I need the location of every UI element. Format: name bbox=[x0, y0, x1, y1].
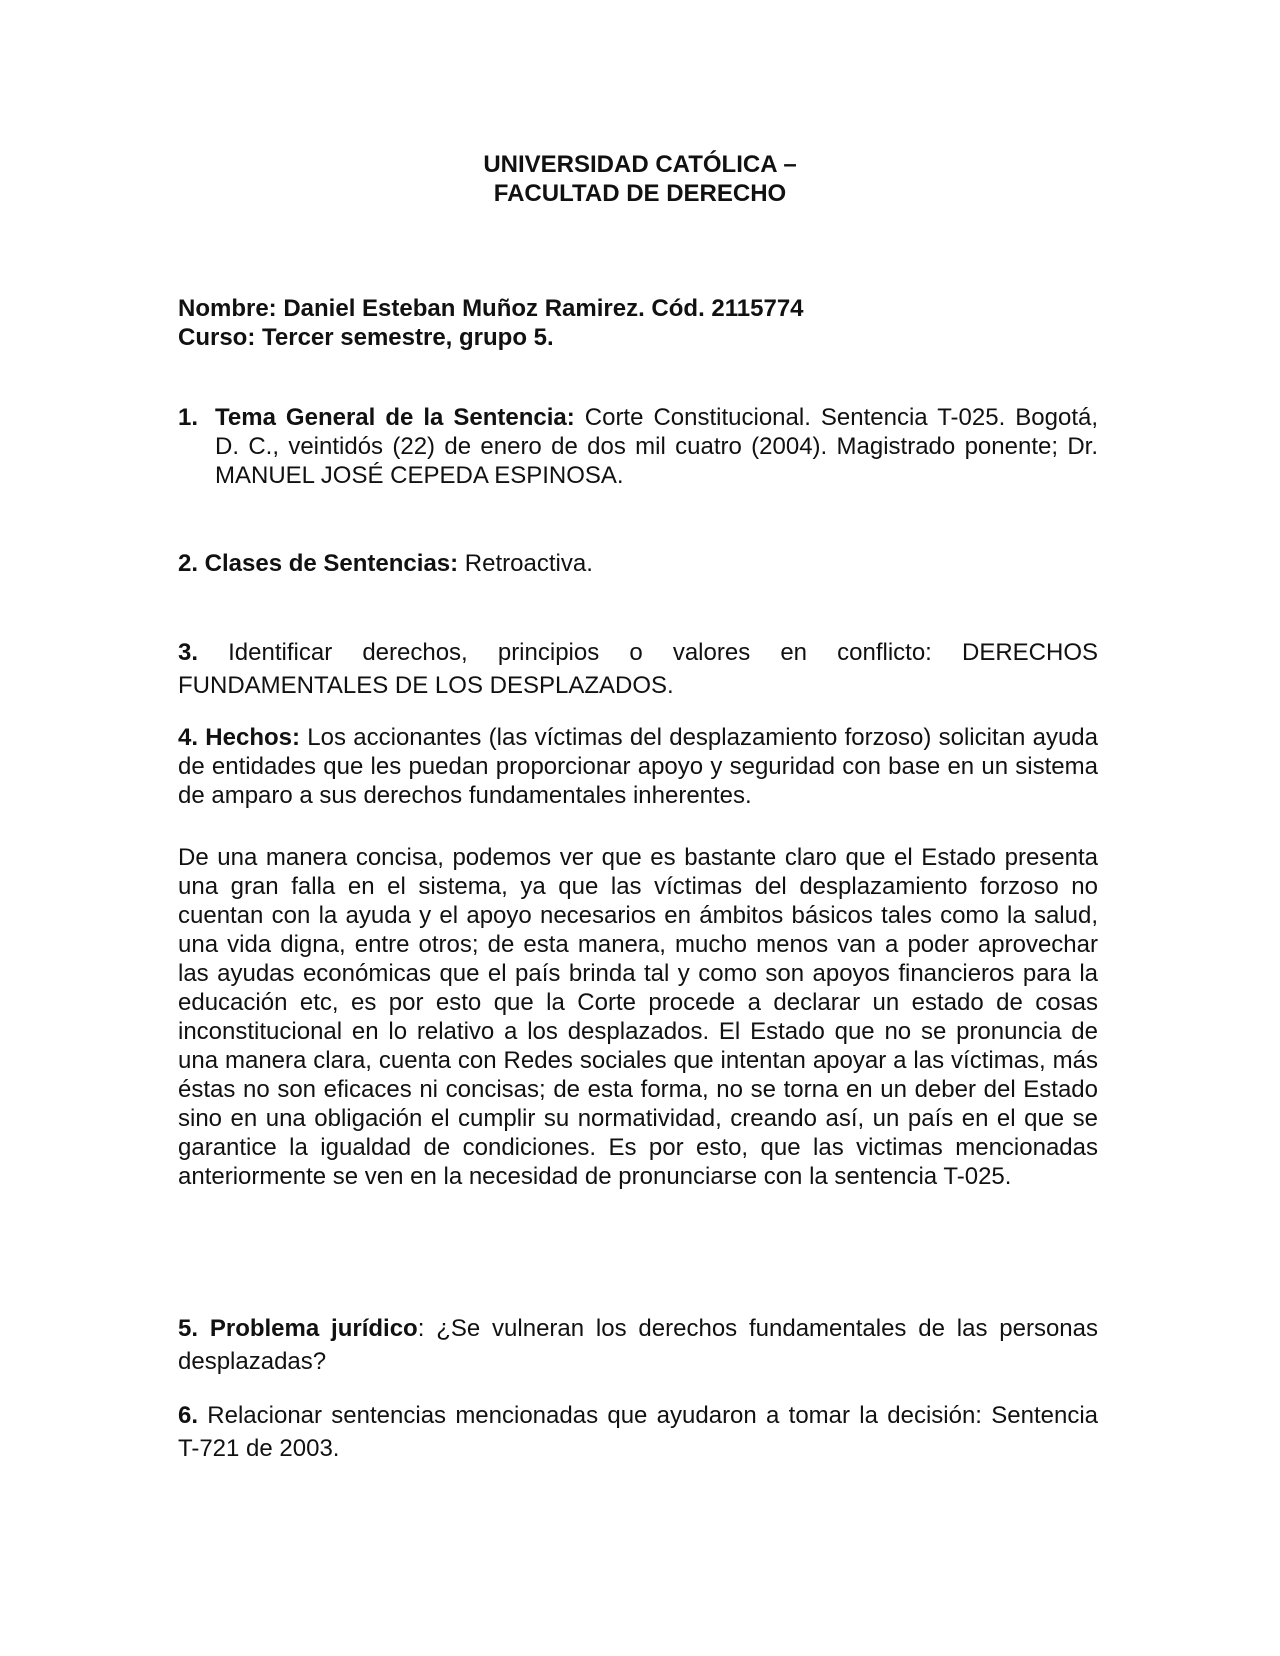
section-2-text: Retroactiva. bbox=[458, 550, 593, 577]
section-3-rights bbox=[178, 636, 1098, 702]
analysis-paragraph: De una manera concisa, podemos ver que es bastante claro que el Estado presenta una gran falla en el sistema, ya que las víctimas del desplazamiento forzoso no cuentan con la ayuda y el apoyo necesarios en ámbitos básicos tales como la salud, una vida digna, entre otros; de esta manera, mucho menos van a poder aprovechar las ayudas económicas que el país brinda tal y como son apoyos financieros para la educación etc, es por esto que la Corte procede a declarar un estado de cosas inconstitucional en lo relativo a los desplazados. El Estado que no se pronuncia de una manera clara, cuenta con Redes sociales que intentan apoyar a las víctimas, más éstas no son eficaces ni concisas; de esta forma, no se torna en un deber del Estado sino en una obligación el cumplir su normatividad, creando así, un país en el que se garantice la igualdad de condiciones. Es por esto, que las victimas mencionadas anteriormente se ven en la necesidad de pronunciarse con la sentencia T-025. bbox=[178, 844, 1098, 1190]
section-1-body bbox=[215, 403, 1098, 490]
section-4-facts bbox=[178, 723, 1098, 810]
section-5-legal-problem bbox=[178, 1312, 1098, 1378]
section-1-number: 1. bbox=[178, 404, 199, 431]
university-title: UNIVERSIDAD CATÓLICA – bbox=[483, 151, 797, 178]
section-4-label: 4. Hechos: bbox=[178, 724, 300, 751]
section-5-text: : ¿Se vulneran los derechos fundamentales de las personas desplazadas? bbox=[178, 1315, 1099, 1375]
section-1-topic bbox=[178, 403, 1098, 490]
student-info bbox=[178, 294, 1098, 352]
student-course-line: Curso: Tercer semestre, grupo 5. bbox=[178, 324, 554, 351]
section-3-text: Identificar derechos, principios o valores en conflicto: DERECHOS FUNDAMENTALES DE LOS DESPLAZADOS. bbox=[178, 639, 1098, 699]
section-6-text: Relacionar sentencias mencionadas que ayudaron a tomar la decisión: Sentencia T-721 de 2003. bbox=[178, 1402, 1098, 1462]
section-2-label: 2. Clases de Sentencias: bbox=[178, 550, 459, 577]
section-5-number: 5. bbox=[178, 1315, 199, 1342]
section-6-related-sentences bbox=[178, 1399, 1098, 1465]
section-5-label: Problema jurídico bbox=[209, 1315, 418, 1342]
section-1-label: Tema General de la Sentencia: bbox=[215, 404, 575, 431]
faculty-title: FACULTAD DE DERECHO bbox=[493, 180, 787, 207]
student-name-line: Nombre: Daniel Esteban Muñoz Ramirez. Cód. 2115774 bbox=[178, 295, 804, 322]
section-3-label: 3. bbox=[178, 639, 199, 666]
section-4-text: Los accionantes (las víctimas del desplazamiento forzoso) solicitan ayuda de entidades que les puedan proporcionar apoyo y seguridad con base en un sistema de amparo a sus derechos fundamentales inherentes. bbox=[178, 724, 1098, 809]
section-6-label: 6. bbox=[178, 1402, 199, 1429]
section-1-text: Corte Constitucional. Sentencia T-025. Bogotá, D. C., veintidós (22) de enero de dos mil cuatro (2004). Magistrado ponente; Dr. MANUEL JOSÉ CEPEDA ESPINOSA. bbox=[215, 404, 1099, 489]
section-2-classes bbox=[178, 549, 1098, 578]
